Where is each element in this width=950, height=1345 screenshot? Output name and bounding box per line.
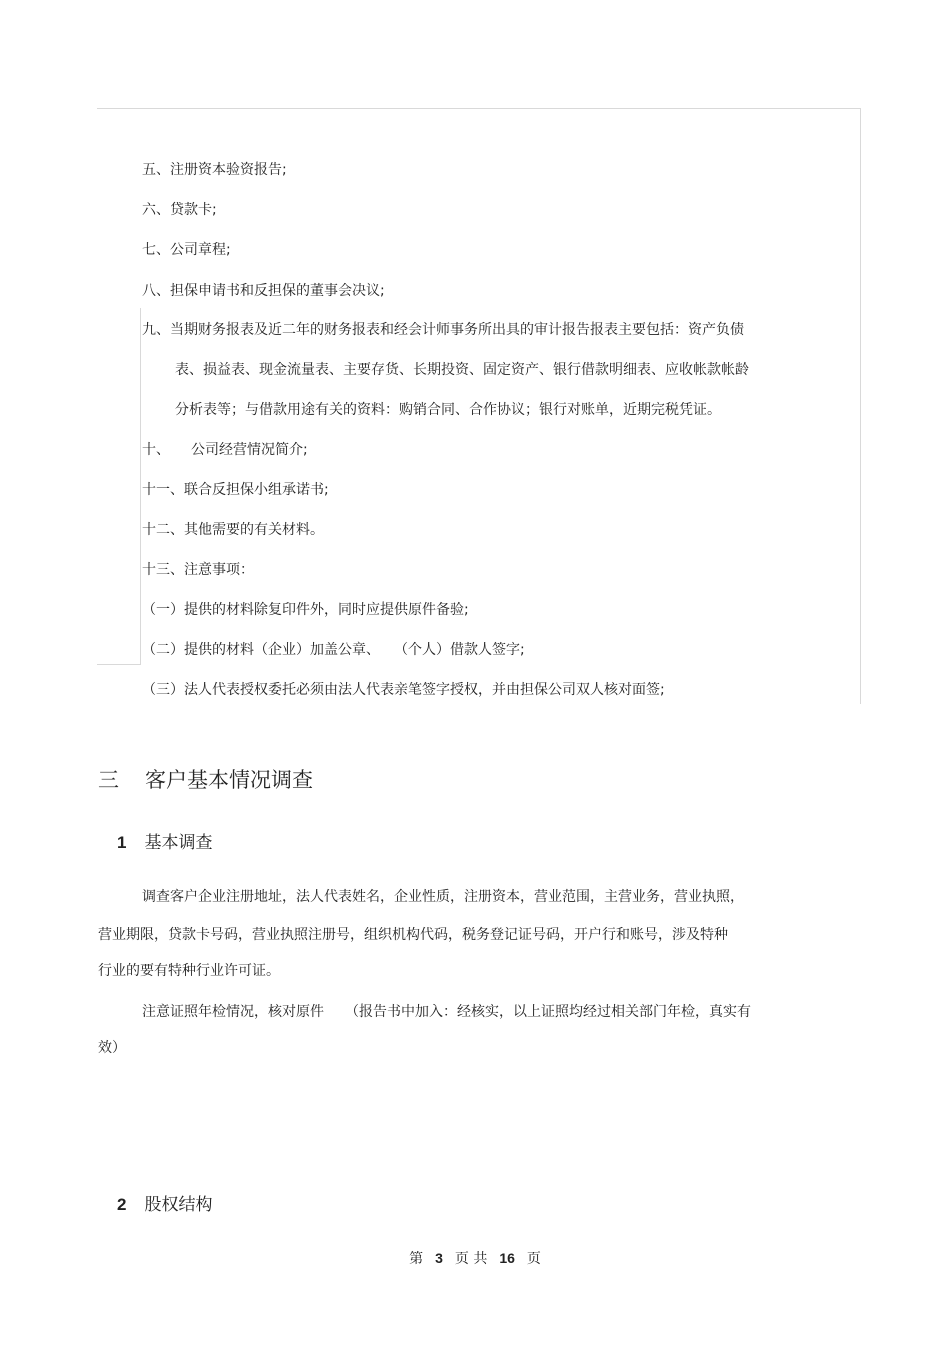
list-item: 七、公司章程;: [142, 242, 231, 258]
list-item: 六、贷款卡;: [142, 202, 217, 218]
table-bottom-left-border: [97, 664, 141, 665]
paragraph-line: 效）: [98, 1040, 126, 1056]
subsection-number: 2: [117, 1195, 127, 1214]
table-border-right: [860, 108, 861, 704]
subsection-number: 1: [117, 833, 127, 852]
list-item: 九、当期财务报表及近二年的财务报表和经会计师事务所出具的审计报告报表主要包括：资产负债: [142, 322, 744, 338]
footer-middle: 页 共: [454, 1251, 488, 1267]
list-item-continuation: 表、损益表、现金流量表、主要存货、长期投资、固定资产、银行借款明细表、应收帐款帐龄: [175, 362, 749, 378]
list-item: 十二、其他需要的有关材料。: [142, 522, 324, 538]
list-item: 八、担保申请书和反担保的董事会决议;: [142, 283, 385, 299]
subsection-title: 股权结构: [144, 1195, 213, 1215]
paragraph-line: 注意证照年检情况，核对原件 （报告书中加入：经核实，以上证照均经过相关部门年检，真实有: [142, 1004, 751, 1020]
list-item: 十、 公司经营情况简介;: [142, 442, 308, 458]
section-heading: [98, 766, 313, 794]
subsection-heading: [117, 831, 212, 855]
subsection-heading: [117, 1193, 212, 1217]
list-item: 十一、联合反担保小组承诺书;: [142, 482, 329, 498]
list-item: 十三、注意事项：: [142, 562, 254, 578]
footer-prefix: 第: [409, 1251, 424, 1267]
subsection-title: 基本调查: [144, 833, 213, 853]
page-footer: [0, 1248, 950, 1269]
paragraph-line: 调查客户企业注册地址，法人代表姓名，企业性质，注册资本，营业范围，主营业务，营业执照，: [142, 889, 744, 905]
footer-suffix: 页: [526, 1251, 541, 1267]
paragraph-line: 行业的要有特种行业许可证。: [98, 963, 280, 979]
list-item: 五、注册资本验资报告;: [142, 162, 287, 178]
list-item: （一）提供的材料除复印件外，同时应提供原件备验;: [142, 602, 469, 618]
list-item: （二）提供的材料（企业）加盖公章、 （个人）借款人签字;: [142, 642, 525, 658]
current-page-number: 3: [435, 1250, 443, 1266]
section-number: 三: [98, 768, 119, 792]
list-item-continuation: 分析表等；与借款用途有关的资料：购销合同、合作协议；银行对账单，近期完税凭证。: [175, 402, 721, 418]
paragraph-line: 营业期限，贷款卡号码，营业执照注册号，组织机构代码，税务登记证号码，开户行和账号，涉及特种: [98, 927, 728, 943]
total-page-number: 16: [499, 1250, 515, 1266]
list-item: （三）法人代表授权委托必须由法人代表亲笔签字授权，并由担保公司双人核对面签;: [142, 682, 665, 698]
section-title: 客户基本情况调查: [145, 768, 313, 792]
table-inner-border: [140, 308, 141, 664]
table-border-top: [97, 108, 861, 109]
